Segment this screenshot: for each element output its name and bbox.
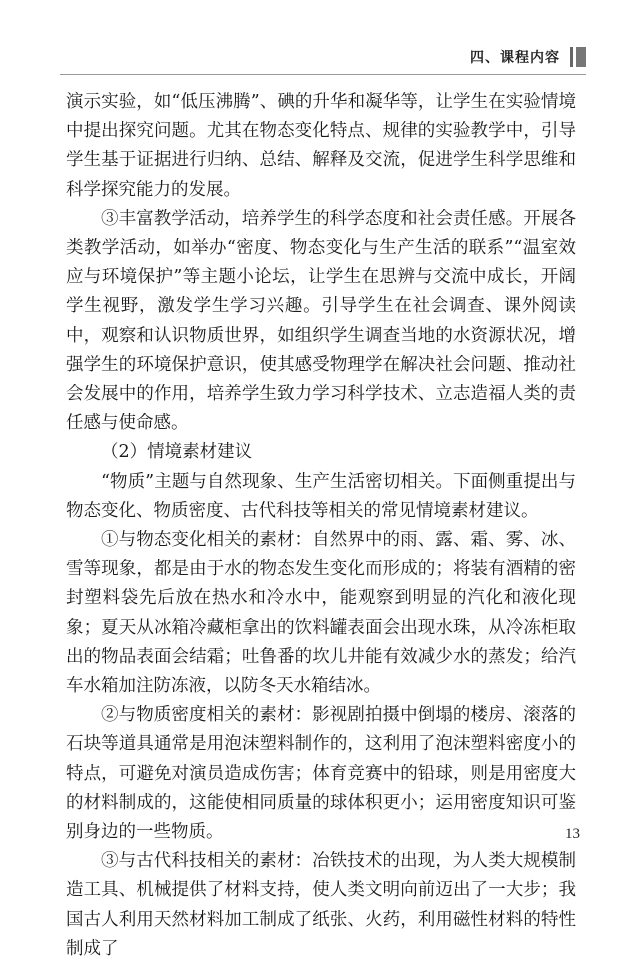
paragraph-state-change-materials: ①与物态变化相关的素材：自然界中的雨、露、霜、雾、冰、雪等现象，都是由于水的物态发生变化而形成的；将装有酒精的密封塑料袋先后放在热水和冷水中，能观察到明显的汽化和液化现象；夏天从冰箱冷藏柜拿出的饮料罐表面会出现水珠，从冷冻柜取出的物品表面会结霜；吐鲁番的坎儿井能有效减少水的蒸发；给汽车水箱加注防冻液，以防冬天水箱结冰。 [66,530,576,697]
paragraph-ancient-tech-materials: ③与古代科技相关的素材：冶铁技术的出现，为人类大规模制造工具、机械提供了材料支持，使人类文明向前迈出了一大步；我国古人利用天然材料加工制成了纸张、火药，利用磁性材料的特性制成了 [66,851,576,959]
paragraph-density-materials: ②与物质密度相关的素材：影视剧拍摄中倒塌的楼房、滚落的石块等道具通常是用泡沫塑料制作的，这利用了泡沫塑料密度小的特点，可避免对演员造成伤害；体育竞赛中的铅球，则是用密度大的材料制成的，这能使相同质量的球体积更小；运用密度知识可鉴别身边的一些物质。 [66,705,576,843]
header-mark-thin [570,47,573,67]
subheading-context-materials: （2）情境素材建议 [101,442,253,463]
running-header [470,47,586,67]
header-decoration [570,47,586,67]
header-mark-thick [576,47,586,67]
page-number: 13 [565,826,580,842]
body-text [66,88,576,964]
paragraph-teaching-activities: ③丰富教学活动，培养学生的科学态度和社会责任感。开展各类教学活动，如举办“密度、物态变化与生产生活的联系”“温室效应与环境保护”等主题小论坛，让学生在思辨与交流中成长，开阔学生视野，激发学生学习兴趣。引导学生在社会调查、课外阅读中，观察和认识物质世界，如组织学生调查当地的水资源状况，增强学生的环境保护意识，使其感受物理学在解决社会问题、推动社会发展中的作用，培养学生致力学习科学技术、立志造福人类的责任感与使命感。 [66,208,576,434]
paragraph-continuation: 演示实验，如“低压沸腾”、碘的升华和凝华等，让学生在实验情境中提出探究问题。尤其在物态变化特点、规律的实验教学中，引导学生基于证据进行归纳、总结、解释及交流，促进学生科学思维和科学探究能力的发展。 [66,92,576,200]
paragraph-materials-intro: “物质”主题与自然现象、生产生活密切相关。下面侧重提出与物态变化、物质密度、古代科技等相关的常见情境素材建议。 [66,471,576,521]
section-title: 四、课程内容 [470,50,560,66]
header-rule [60,74,586,75]
